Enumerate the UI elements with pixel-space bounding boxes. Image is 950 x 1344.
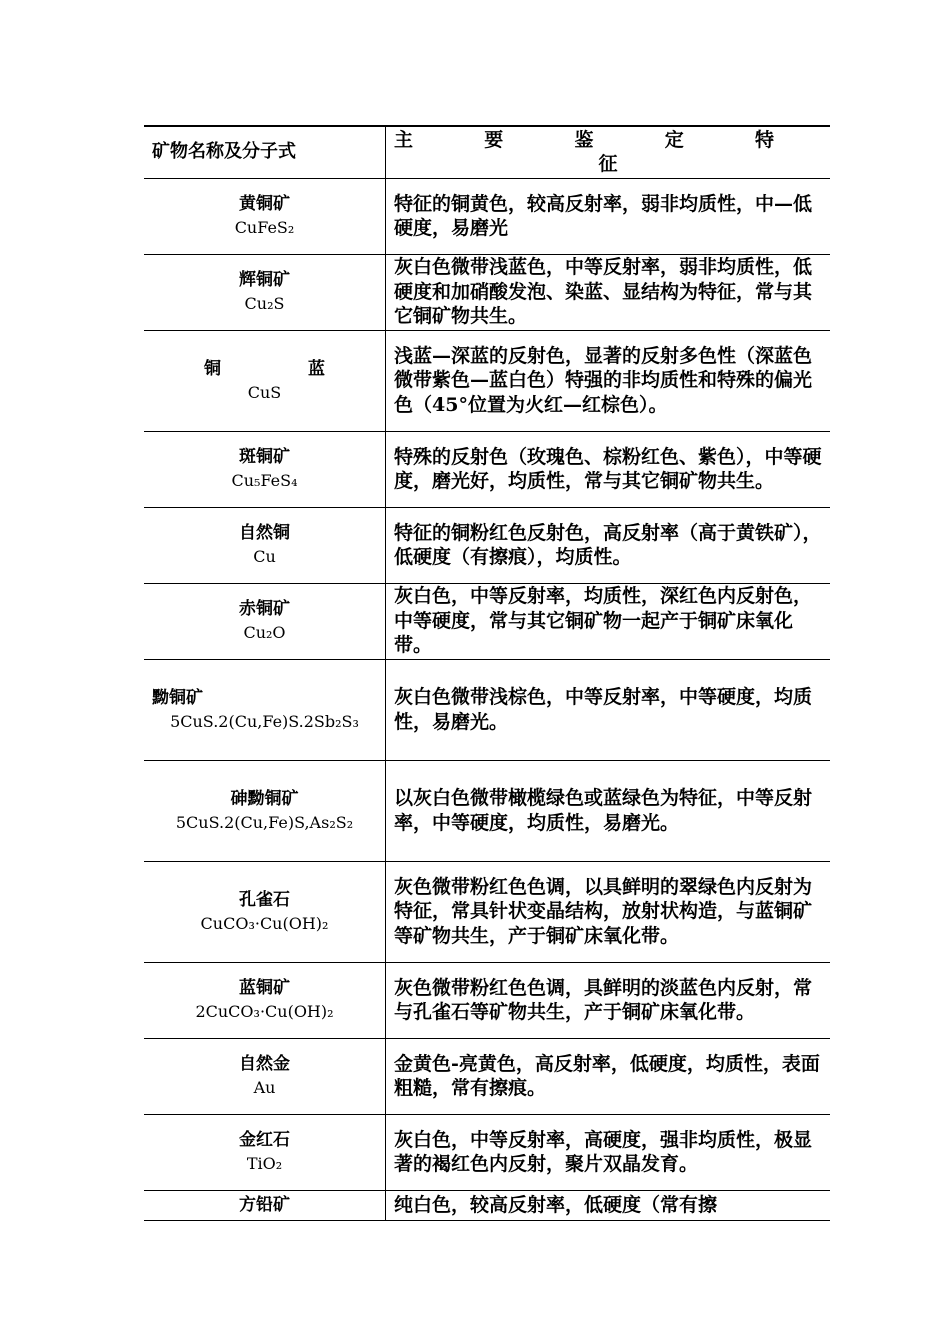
mineral-description: 灰色微带粉红色色调，以具鲜明的翠绿色内反射为特征，常具针状变晶结构，放射状构造，与蓝铜矿等矿物共生，产于铜矿床氧化带。	[386, 861, 831, 962]
header-char: 鉴	[574, 129, 594, 152]
header-char: 主	[394, 129, 414, 152]
mineral-description: 特征的铜粉红色反射色，高反射率（高于黄铁矿），低硬度（有擦痕），均质性。	[386, 507, 831, 583]
table-row	[144, 659, 830, 760]
mineral-description: 特征的铜黄色，较高反射率，弱非均质性，中—低硬度，易磨光	[386, 178, 831, 254]
mineral-cell	[144, 861, 386, 962]
mineral-cell	[144, 1038, 386, 1114]
header-char: 特	[754, 129, 774, 152]
header-char: 定	[664, 129, 684, 152]
mineral-cell	[144, 1190, 386, 1220]
header-features	[386, 126, 831, 178]
mineral-cell	[144, 431, 386, 507]
mineral-formula: CuS	[247, 382, 282, 402]
mineral-name: 黄铜矿	[239, 194, 290, 214]
mineral-formula: Cu₅FeS₄	[231, 471, 298, 490]
header-char: 征	[598, 153, 618, 176]
mineral-description: 灰白色微带浅蓝色，中等反射率，弱非均质性，低硬度和加硝酸发泡、染蓝、显结构为特征，常与其它铜矿物共生。	[386, 254, 831, 330]
mineral-table	[144, 125, 830, 1221]
table-row	[144, 1114, 830, 1190]
mineral-cell	[144, 583, 386, 659]
mineral-cell	[144, 659, 386, 760]
mineral-name: 蓝铜矿	[239, 978, 290, 998]
table-row	[144, 962, 830, 1038]
table-row	[144, 330, 830, 431]
mineral-cell	[144, 962, 386, 1038]
mineral-name: 孔雀石	[239, 889, 290, 910]
mineral-name: 金红石	[239, 1130, 290, 1150]
mineral-cell	[144, 178, 386, 254]
mineral-description: 浅蓝—深蓝的反射色，显著的反射多色性（深蓝色微带紫色—蓝白色）特强的非均质性和特殊的偏光色（45°位置为火红—红棕色）。	[386, 330, 831, 431]
mineral-description: 灰白色微带浅棕色，中等反射率，中等硬度，均质性，易磨光。	[386, 659, 831, 760]
mineral-description: 以灰白色微带橄榄绿色或蓝绿色为特征，中等反射率，中等硬度，均质性，易磨光。	[386, 760, 831, 861]
table-row	[144, 178, 830, 254]
mineral-formula: Au	[253, 1078, 276, 1097]
table-row	[144, 1190, 830, 1220]
mineral-name: 自然铜	[239, 523, 290, 543]
mineral-name-char: 蓝	[308, 358, 325, 379]
mineral-name: 自然金	[239, 1054, 290, 1074]
mineral-name: 方铅矿	[239, 1195, 290, 1215]
header-char: 要	[484, 129, 504, 152]
mineral-formula: 5CuS.2(Cu,Fe)S.2Sb₂S₃	[170, 711, 359, 731]
table-row	[144, 760, 830, 861]
mineral-cell	[144, 330, 386, 431]
mineral-formula: 2CuCO₃·Cu(OH)₂	[195, 1002, 334, 1021]
mineral-cell	[144, 760, 386, 861]
table-row	[144, 583, 830, 659]
mineral-name: 砷黝铜矿	[230, 788, 299, 809]
mineral-name-char: 铜	[204, 358, 221, 379]
mineral-description: 金黄色-亮黄色，高反射率，低硬度，均质性，表面粗糙，常有擦痕。	[386, 1038, 831, 1114]
table-row	[144, 507, 830, 583]
mineral-cell	[144, 507, 386, 583]
mineral-formula: CuCO₃·Cu(OH)₂	[200, 913, 329, 933]
mineral-name: 斑铜矿	[239, 447, 290, 467]
mineral-cell	[144, 1114, 386, 1190]
mineral-formula: Cu	[253, 547, 276, 566]
mineral-formula: CuFeS₂	[234, 218, 295, 237]
mineral-description: 纯白色，较高反射率，低硬度（常有擦	[386, 1190, 831, 1220]
table-row	[144, 431, 830, 507]
mineral-description: 灰色微带粉红色色调，具鲜明的淡蓝色内反射，常与孔雀石等矿物共生，产于铜矿床氧化带。	[386, 962, 831, 1038]
mineral-name: 辉铜矿	[239, 270, 290, 290]
mineral-name: 赤铜矿	[239, 599, 290, 619]
table-row	[144, 254, 830, 330]
mineral-description: 特殊的反射色（玫瑰色、棕粉红色、紫色），中等硬度，磨光好，均质性，常与其它铜矿物共生。	[386, 431, 831, 507]
mineral-formula: Cu₂O	[243, 623, 286, 642]
mineral-formula: Cu₂S	[244, 294, 285, 313]
table-header-row	[144, 126, 830, 178]
header-mineral-name: 矿物名称及分子式	[144, 126, 386, 178]
mineral-description: 灰白色，中等反射率，高硬度，强非均质性，极显著的褐红色内反射，聚片双晶发育。	[386, 1114, 831, 1190]
mineral-formula: 5CuS.2(Cu,Fe)S,As₂S₂	[175, 812, 354, 832]
mineral-cell	[144, 254, 386, 330]
mineral-description: 灰白色，中等反射率，均质性，深红色内反射色，中等硬度，常与其它铜矿物一起产于铜矿床氧化带。	[386, 583, 831, 659]
table-row	[144, 861, 830, 962]
mineral-formula: TiO₂	[246, 1154, 283, 1173]
mineral-name	[144, 357, 385, 381]
mineral-name: 黝铜矿	[152, 687, 203, 708]
table-row	[144, 1038, 830, 1114]
